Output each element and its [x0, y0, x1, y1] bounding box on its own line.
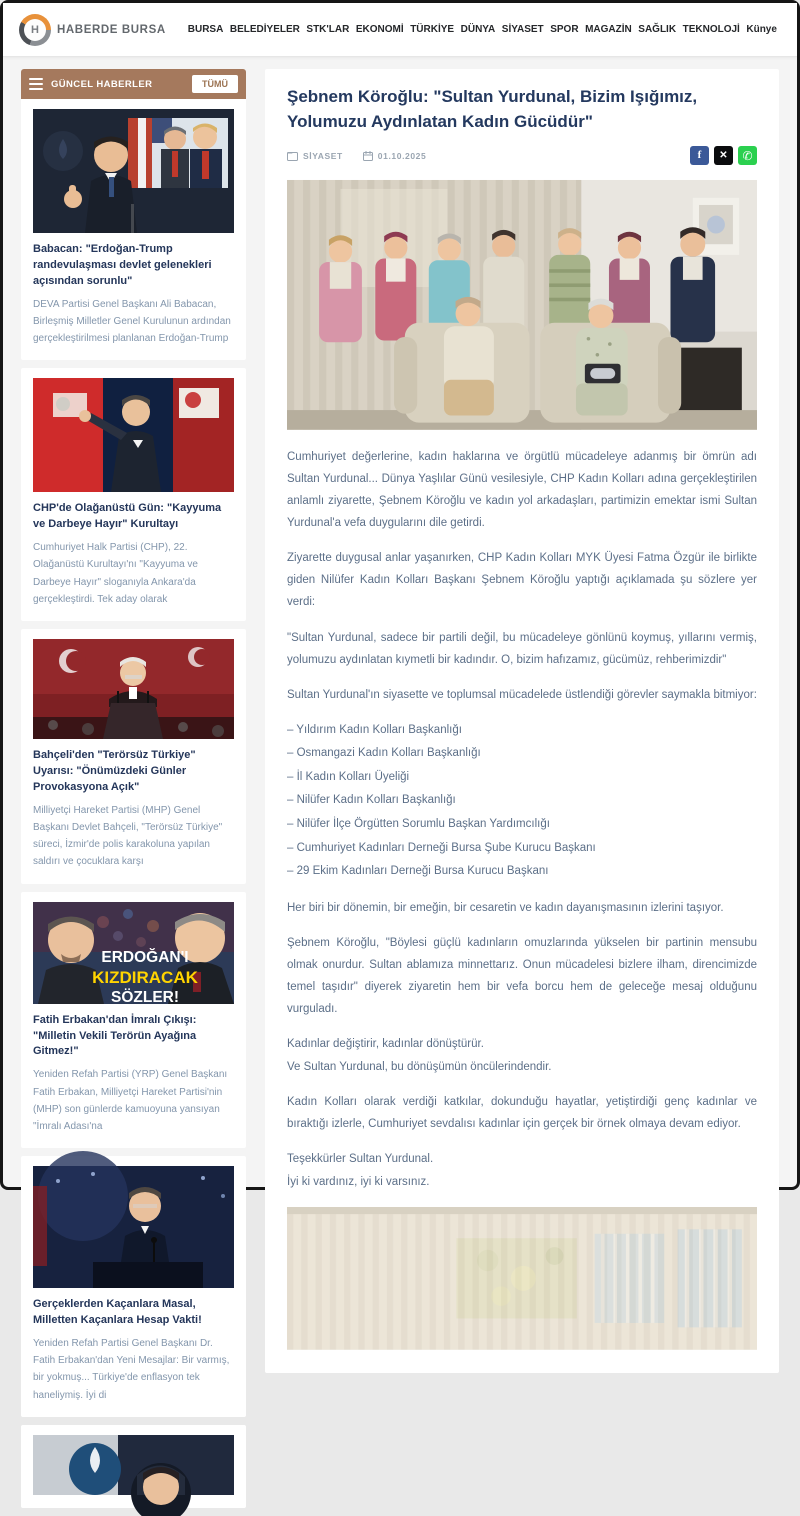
paragraph: Cumhuriyet değerlerine, kadın haklarına ve örgütlü mücadeleye adanmış bir ömrün adı Sultan Yurdunal... Dünya Yaşlılar Günü vesilesiyle, CHP Kadın Kolları adına gerçekleştirilen anlamlı ziyarette, Şebnem Köroğlu ve kadın yol arkadaşları, partimizin emektar ismi Sultan Yurdunal'a vefa duygularını dile getirdi. [287, 450, 757, 530]
sidebar-article-3 [21, 629, 246, 884]
sidebar-article-summary: DEVA Partisi Genel Başkanı Ali Babacan, Birleşmiş Milletler Genel Kurulunun ardından gerçekleştirilmesi planlanan Erdoğan-Trump [33, 298, 231, 345]
paragraph: Ve Sultan Yurdunal, bu dönüşümün öncülerindendir. [287, 1061, 552, 1074]
nav-item-stklar[interactable]: STK'LAR [306, 24, 350, 35]
paragraph: Kadınlar değiştirir, kadınlar dönüştürür. [287, 1038, 484, 1051]
erbakan-erdogan-photo[interactable] [33, 902, 234, 1004]
date-stamp [363, 151, 427, 161]
menu-icon[interactable] [29, 78, 43, 90]
nav-item-kunye[interactable]: Künye [746, 24, 777, 35]
role-item: – Cumhuriyet Kadınları Derneği Bursa Şube Kurucu Başkanı [287, 841, 596, 854]
paragraph: İyi ki vardınız, iyi ki varsınız. [287, 1176, 430, 1189]
nav-item-teknoloji[interactable]: TEKNOLOJİ [682, 24, 740, 35]
category-label: SİYASET [303, 150, 343, 161]
role-item: – 29 Ekim Kadınları Derneği Bursa Kurucu Başkanı [287, 865, 549, 878]
chp-kurultay-photo[interactable] [33, 378, 234, 492]
overlay-line-1: ERDOĞAN'I [101, 948, 189, 966]
content-area [3, 57, 797, 1516]
babacan-trump-photo[interactable] [33, 109, 234, 233]
site-logo-icon [19, 14, 51, 46]
folder-icon [287, 151, 298, 161]
sidebar-article-summary: Yeniden Refah Partisi Genel Başkanı Dr. Fatih Erbakan'dan Yeni Mesajlar: Bir varmış, bir yokmuş... Türkiye'de enflasyon tek haneliymiş. İyi di [33, 1338, 230, 1401]
site-header [3, 3, 797, 57]
group-visit-photo [287, 180, 757, 430]
site-logo[interactable] [19, 14, 166, 46]
facebook-share-button[interactable]: f [690, 146, 709, 165]
nav-item-siyaset[interactable]: SİYASET [501, 24, 544, 35]
sidebar-article-4 [21, 892, 246, 1149]
nav-item-bursa[interactable]: BURSA [187, 24, 224, 35]
nav-item-magazin[interactable]: MAGAZİN [585, 24, 632, 35]
paragraph: "Sultan Yurdunal, sadece bir partili değil, bu mücadeleye gönlünü koymuş, yıllarını vermiş, yolumuzu aydınlatan kıymetli bir kadındır. O, bizim hafızamız, gücümüz, rehberimizdir" [287, 631, 757, 666]
sidebar-header [21, 69, 246, 99]
article-body [287, 446, 757, 1194]
paragraph: Ziyarette duygusal anlar yaşanırken, CHP Kadın Kolları MYK Üyesi Fatma Özgür ile birlikte giden Nilüfer Kadın Kolları Başkanı Şebnem Köroğlu yaptığı açıklamada şu sözlere yer verdi: [287, 552, 757, 609]
category-link[interactable] [287, 151, 343, 161]
overlay-line-2: KIZDIRACAK [92, 967, 198, 987]
nav-item-ekonomi[interactable]: EKONOMİ [355, 24, 404, 35]
main-nav [188, 24, 777, 35]
sidebar-article-title[interactable]: Babacan: "Erdoğan-Trump randevulaşması devlet gelenekleri açısından sorunlu" [33, 243, 212, 287]
sidebar-article-title[interactable]: Bahçeli'den "Terörsüz Türkiye" Uyarısı: "Önümüzdeki Günler Provokasyona Açık" [33, 749, 196, 793]
role-item: – İl Kadın Kolları Üyeliği [287, 770, 410, 783]
role-item: – Yıldırım Kadın Kolları Başkanlığı [287, 723, 462, 736]
role-item: – Nilüfer İlçe Örgütten Sorumlu Başkan Yardımcılığı [287, 818, 550, 831]
sidebar-article-6 [21, 1425, 246, 1508]
sidebar-title: GÜNCEL HABERLER [51, 78, 153, 90]
sidebar-article-summary: Cumhuriyet Halk Partisi (CHP), 22. Olağanüstü Kurultayı'nı "Kayyuma ve Darbeye Hayır" sloganıyla Ankara'da gerçekleştirdi. Tek aday olarak [33, 542, 198, 605]
sidebar-article-summary: Yeniden Refah Partisi (YRP) Genel Başkanı Fatih Erbakan, Milliyetçi Hareket Partisi'nin (MHP) son günlerde kamuoyuna yansıyan "İmralı Adası'na [33, 1069, 228, 1132]
paragraph: Teşekkürler Sultan Yurdunal. [287, 1153, 434, 1166]
sidebar-article-title[interactable]: Fatih Erbakan'dan İmralı Çıkışı: "Milletin Vekili Terörün Ayağına Gitmez!" [33, 1013, 197, 1058]
all-news-button[interactable]: TÜMÜ [192, 75, 238, 93]
interior-curtains-photo [287, 1207, 757, 1350]
nav-item-saglik[interactable]: SAĞLIK [638, 24, 677, 35]
nav-item-turkiye[interactable]: TÜRKİYE [410, 24, 455, 35]
sidebar-article-summary: Milliyetçi Hareket Partisi (MHP) Genel Başkanı Devlet Bahçeli, "Terörsüz Türkiye" süreci, İzmir'de polis karakoluna yapılan saldırı ve çocuklara karşı [33, 804, 223, 868]
article-meta [287, 146, 757, 165]
calendar-icon [363, 151, 373, 161]
sidebar-article-title[interactable]: Gerçeklerden Kaçanlara Masal, Milletten Kaçanlara Hesap Vakti! [33, 1298, 202, 1327]
bahceli-podium-photo[interactable] [33, 639, 234, 739]
main-column [265, 69, 779, 1516]
sidebar-article-2 [21, 368, 246, 621]
nav-item-dunya[interactable]: DÜNYA [460, 24, 496, 35]
paragraph: Kadın Kolları olarak verdiği katkılar, dokunduğu hayatlar, yetiştirdiği genç kadınlar ve bıraktığı izlerle, Cumhuriyet sevdalısı kadınlar için gerçek bir örnek olmaya devam ediyor. [287, 1096, 757, 1131]
nav-item-belediyeler[interactable]: BELEDİYELER [229, 24, 300, 35]
date-label: 01.10.2025 [377, 150, 427, 161]
erbakan-speech-photo[interactable] [33, 1166, 234, 1288]
sidebar-article-5 [21, 1156, 246, 1417]
overlay-line-3: SÖZLER! [110, 988, 180, 1006]
nav-item-spor[interactable]: SPOR [550, 24, 579, 35]
role-item: – Osmangazi Kadın Kolları Başkanlığı [287, 747, 481, 760]
site-logo-text: HABERDE BURSA [57, 23, 166, 36]
partial-logo-photo[interactable] [33, 1435, 234, 1495]
paragraph: Her biri bir dönemin, bir emeğin, bir cesaretin ve kadın dayanışmasının izlerini taşıyor. [287, 901, 724, 914]
sidebar-article-title[interactable]: CHP'de Olağanüstü Gün: "Kayyuma ve Darbeye Hayır" Kurultayı [33, 502, 222, 531]
logo-letter: H [24, 19, 46, 41]
whatsapp-share-button[interactable]: ✆ [738, 146, 757, 165]
article-title: Şebnem Köroğlu: "Sultan Yurdunal, Bizim Işığımız, Yolumuzu Aydınlatan Kadın Gücüdür" [287, 87, 698, 131]
article-card [265, 69, 779, 1373]
x-share-button[interactable]: ✕ [714, 146, 733, 165]
share-buttons [690, 146, 757, 165]
roles-list [287, 719, 757, 884]
sidebar [21, 69, 246, 1516]
paragraph: Şebnem Köroğlu, "Böylesi güçlü kadınların omuzlarında yükselen bir partinin mensubu olmak onurdur. Sultan ablamıza minnettarız. Onun mücadelesi bizlere ilham, direncimizde temel taşıdır" diyerek ziyaretin hem bir vefa borcu hem de geleceğe mesaj olduğunu vurguladı. [287, 936, 757, 1016]
role-item: – Nilüfer Kadın Kolları Başkanlığı [287, 794, 456, 807]
sidebar-article-1 [21, 99, 246, 360]
paragraph: Sultan Yurdunal'ın siyasette ve toplumsal mücadelede üstlendiği görevler saymakla bitmiyor: [287, 688, 757, 701]
